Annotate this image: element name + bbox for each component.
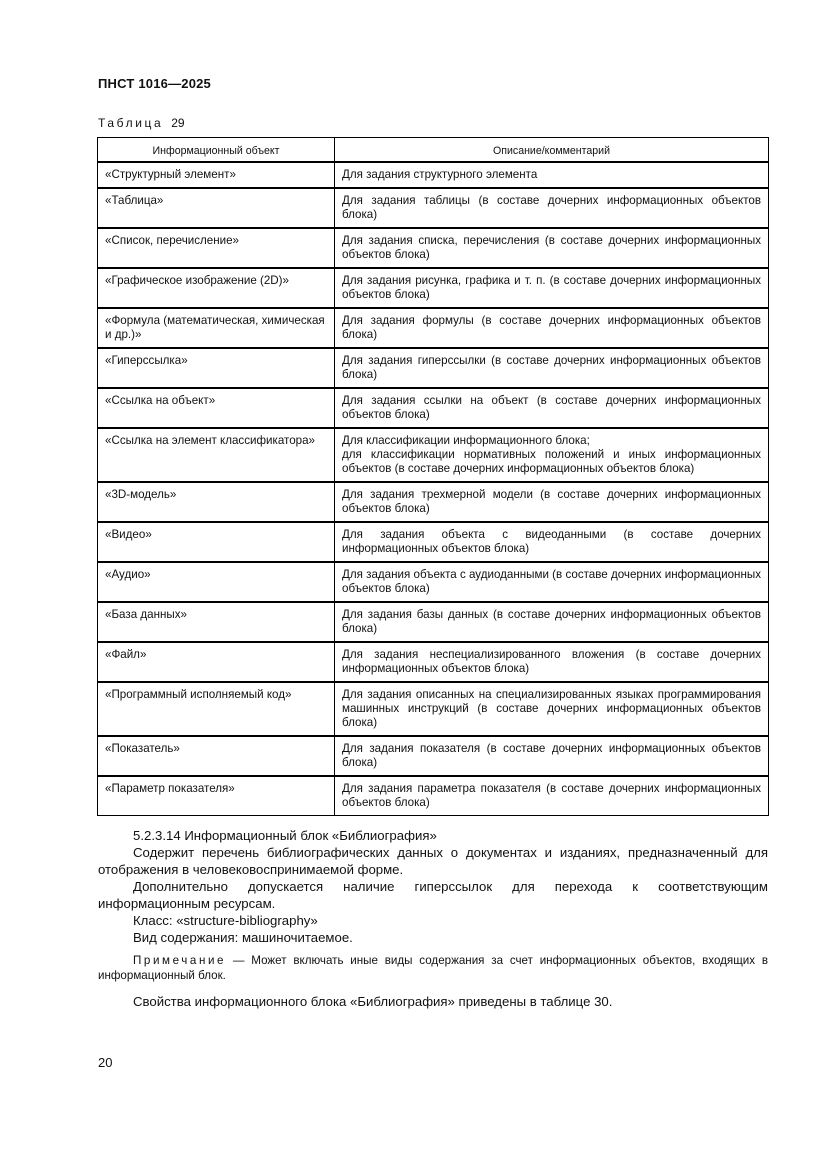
table-row: [98, 162, 769, 188]
cell-description: [335, 562, 769, 602]
cell-description: [335, 308, 769, 348]
table-row: [98, 388, 769, 428]
description-line: для классификации нормативных положений и иных информационных объектов (в составе дочерних информационных объектов блока): [342, 448, 761, 475]
description-line: Для задания показателя (в составе дочерних информационных объектов блока): [342, 742, 761, 769]
cell-object: «Параметр показателя»: [98, 776, 335, 816]
cell-object: «Показатель»: [98, 736, 335, 776]
description-line: Для задания списка, перечисления (в составе дочерних информационных объектов блока): [342, 234, 761, 261]
description-line: Для задания рисунка, графика и т. п. (в составе дочерних информационных объектов блока): [342, 274, 761, 301]
page-number: 20: [98, 1055, 113, 1070]
section-bibliography: [98, 827, 768, 1010]
closing-paragraph: Свойства информационного блока «Библиография» приведены в таблице 30.: [133, 994, 613, 1009]
table-caption-number: 29: [171, 116, 185, 130]
table-row: [98, 228, 769, 268]
cell-object: «3D-модель»: [98, 482, 335, 522]
description-line: Для задания структурного элемента: [342, 168, 538, 181]
cell-description: [335, 482, 769, 522]
paragraph: Дополнительно допускается наличие гиперссылок для перехода к соответствующим информационным ресурсам.: [98, 879, 768, 911]
description-line: Для задания объекта с аудиоданными (в составе дочерних информационных объектов блока): [342, 568, 761, 595]
cell-object: «Видео»: [98, 522, 335, 562]
description-line: Для задания неспециализированного вложения (в составе дочерних информационных объектов блока): [342, 648, 761, 675]
table-row: [98, 348, 769, 388]
cell-description: [335, 162, 769, 188]
description-line: Для задания описанных на специализированных языках программирования машинных инструкций (в составе дочерних информационных объектов блока): [342, 688, 761, 729]
table-row: [98, 428, 769, 482]
cell-object: «Аудио»: [98, 562, 335, 602]
cell-description: [335, 602, 769, 642]
description-line: Для классификации информационного блока;: [342, 434, 590, 447]
table-caption: [98, 116, 185, 130]
cell-description: [335, 188, 769, 228]
description-line: Для задания объекта с видеоданными (в составе дочерних информационных объектов блока): [342, 528, 761, 555]
cell-object: «Файл»: [98, 642, 335, 682]
section-heading: 5.2.3.14 Информационный блок «Библиография»: [133, 828, 437, 843]
description-line: Для задания формулы (в составе дочерних информационных объектов блока): [342, 314, 761, 341]
description-line: Для задания таблицы (в составе дочерних информационных объектов блока): [342, 194, 761, 221]
cell-description: [335, 682, 769, 736]
table-row: [98, 188, 769, 228]
table-row: [98, 308, 769, 348]
column-header-description: Описание/комментарий: [335, 138, 769, 163]
cell-description: [335, 428, 769, 482]
description-line: Для задания параметра показателя (в составе дочерних информационных объектов блока): [342, 782, 761, 809]
table-29: [97, 137, 769, 816]
cell-description: [335, 348, 769, 388]
table-row: [98, 682, 769, 736]
cell-object: «Формула (математическая, химическая и др.)»: [98, 308, 335, 348]
cell-description: [335, 776, 769, 816]
note: [98, 953, 768, 983]
table-row: [98, 642, 769, 682]
class-line: Класс: «structure-bibliography»: [133, 913, 318, 928]
description-line: Для задания ссылки на объект (в составе дочерних информационных объектов блока): [342, 394, 761, 421]
cell-object: «Графическое изображение (2D)»: [98, 268, 335, 308]
table-row: [98, 602, 769, 642]
description-line: Для задания трехмерной модели (в составе дочерних информационных объектов блока): [342, 488, 761, 515]
table-row: [98, 736, 769, 776]
cell-object: «Ссылка на объект»: [98, 388, 335, 428]
cell-object: «Структурный элемент»: [98, 162, 335, 188]
table-body: [98, 162, 769, 816]
cell-description: [335, 388, 769, 428]
document-code: ПНСТ 1016—2025: [98, 76, 211, 91]
description-line: Для задания базы данных (в составе дочерних информационных объектов блока): [342, 608, 761, 635]
paragraph: Содержит перечень библиографических данных о документах и изданиях, предназначенный для отображения в человековоспринимаемой форме.: [98, 845, 768, 877]
note-label: Примечание: [133, 954, 227, 967]
note-text: — Может включать иные виды содержания за счет информационных объектов, входящих в информационный блок.: [98, 954, 768, 982]
cell-description: [335, 736, 769, 776]
table-row: [98, 522, 769, 562]
table-row: [98, 562, 769, 602]
cell-object: «Список, перечисление»: [98, 228, 335, 268]
column-header-object: Информационный объект: [98, 138, 335, 163]
cell-description: [335, 642, 769, 682]
cell-object: «Гиперссылка»: [98, 348, 335, 388]
table-row: [98, 776, 769, 816]
table-row: [98, 268, 769, 308]
cell-object: «Программный исполняемый код»: [98, 682, 335, 736]
cell-object: «Ссылка на элемент классификатора»: [98, 428, 335, 482]
cell-description: [335, 268, 769, 308]
cell-description: [335, 228, 769, 268]
cell-description: [335, 522, 769, 562]
cell-object: «Таблица»: [98, 188, 335, 228]
content-type-line: Вид содержания: машиночитаемое.: [133, 930, 353, 945]
table-header-row: [98, 138, 769, 163]
table-row: [98, 482, 769, 522]
table-caption-label: Таблица: [98, 116, 164, 130]
cell-object: «База данных»: [98, 602, 335, 642]
description-line: Для задания гиперссылки (в составе дочерних информационных объектов блока): [342, 354, 761, 381]
